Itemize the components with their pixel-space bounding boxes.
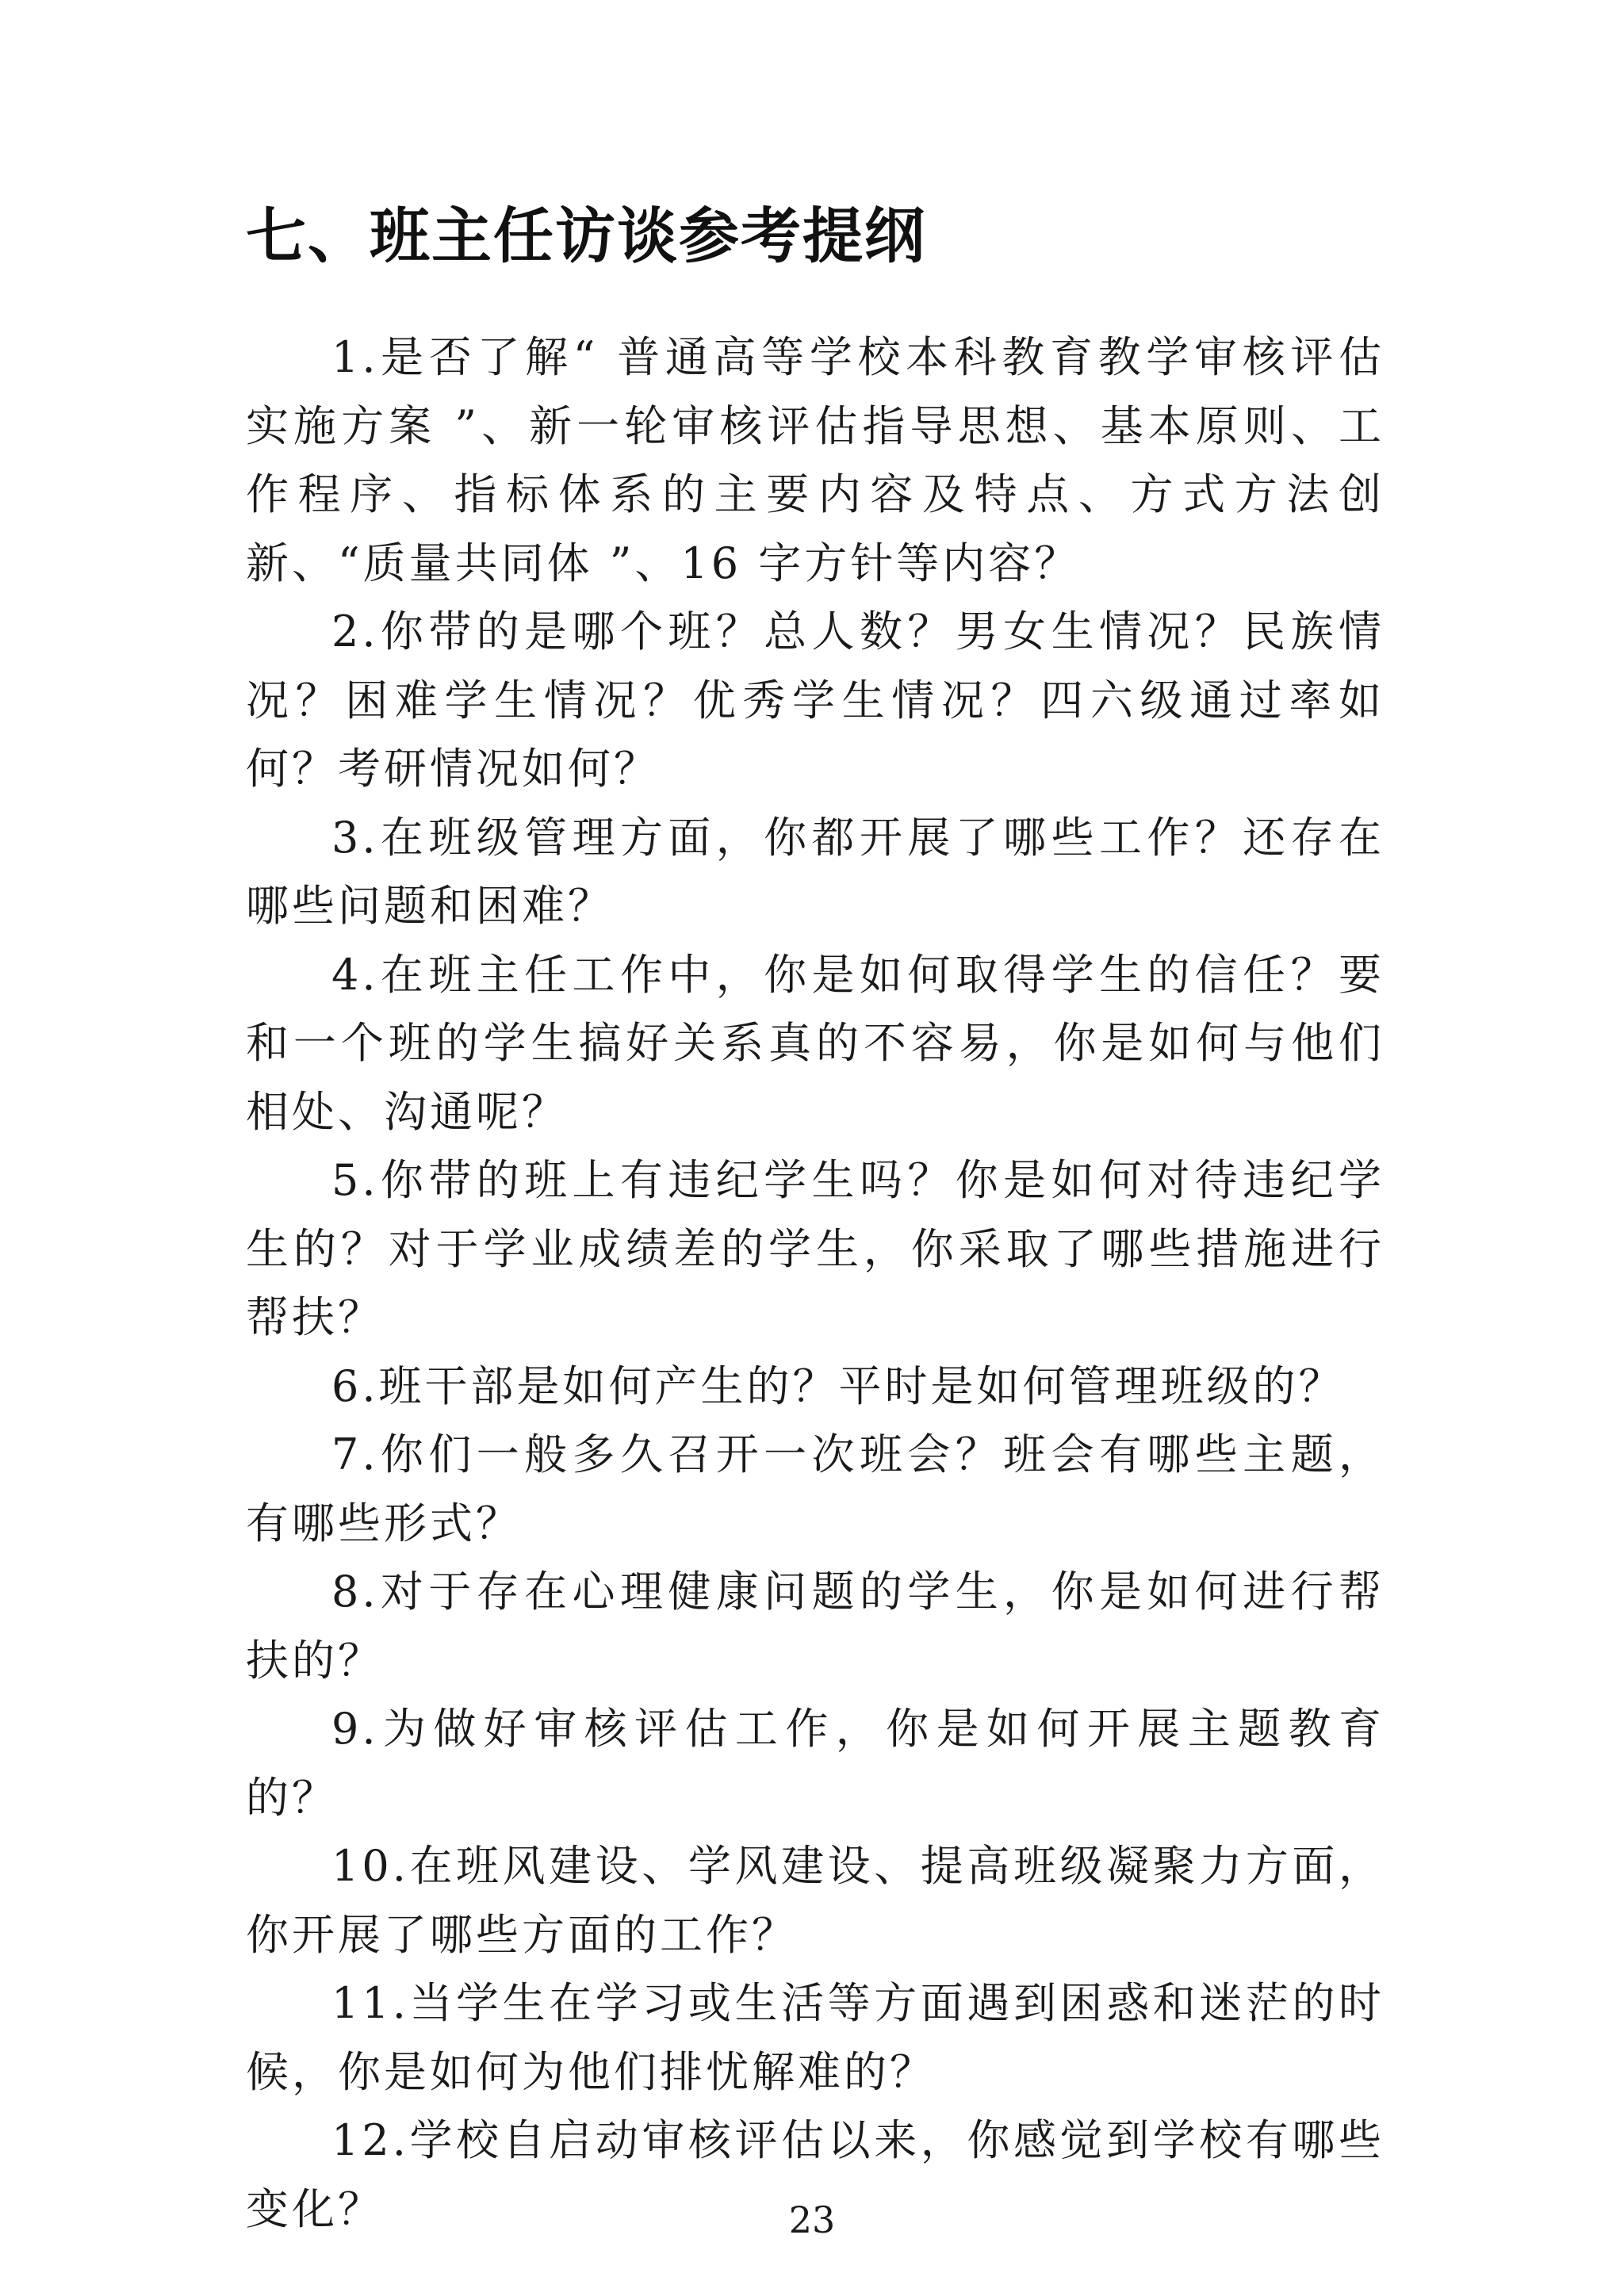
question-item-12: 12.学校自启动审核评估以来，你感觉到学校有哪些变化？ — [246, 2115, 1385, 2234]
question-item-9: 9.为做好审核评估工作，你是如何开展主题教育的？ — [246, 1704, 1385, 1823]
question-item-5: 5.你带的班上有违纪学生吗？你是如何对待违纪学生的？对于学业成绩差的学生，你采取了哪些措施进行帮扶？ — [246, 1155, 1385, 1342]
question-item-2: 2.你带的是哪个班？总人数？男女生情况？民族情况？困难学生情况？优秀学生情况？四六级通过率如何？考研情况如何？ — [246, 607, 1385, 794]
question-item-11: 11.当学生在学习或生活等方面遇到困惑和迷茫的时候，你是如何为他们排忧解难的？ — [246, 1978, 1385, 2097]
page-number: 23 — [788, 2198, 836, 2241]
question-item-8: 8.对于存在心理健康问题的学生，你是如何进行帮扶的？ — [246, 1567, 1385, 1686]
question-item-6: 6.班干部是如何产生的？平时是如何管理班级的？ — [331, 1360, 1345, 1411]
question-item-4: 4.在班主任工作中，你是如何取得学生的信任？要和一个班的学生搞好关系真的不容易，你是如何与他们相处、沟通呢？ — [246, 949, 1385, 1137]
section-heading: 七、班主任访谈参考提纲 — [246, 201, 926, 271]
question-item-7: 7.你们一般多久召开一次班会？班会有哪些主题，有哪些形式？ — [246, 1429, 1385, 1548]
question-item-1: 1.是否了解“ 普通高等学校本科教育教学审核评估实施方案 ”、新一轮审核评估指导思想、基本原则、工作程序、指标体系的主要内容及特点、方式方法创新、“质量共同体 ”、16 字方针等内容？ — [246, 332, 1385, 588]
question-list — [246, 323, 1385, 2244]
question-item-10: 10.在班风建设、学风建设、提高班级凝聚力方面，你开展了哪些方面的工作？ — [246, 1841, 1385, 1960]
question-item-3: 3.在班级管理方面，你都开展了哪些工作？还存在哪些问题和困难？ — [246, 812, 1385, 931]
